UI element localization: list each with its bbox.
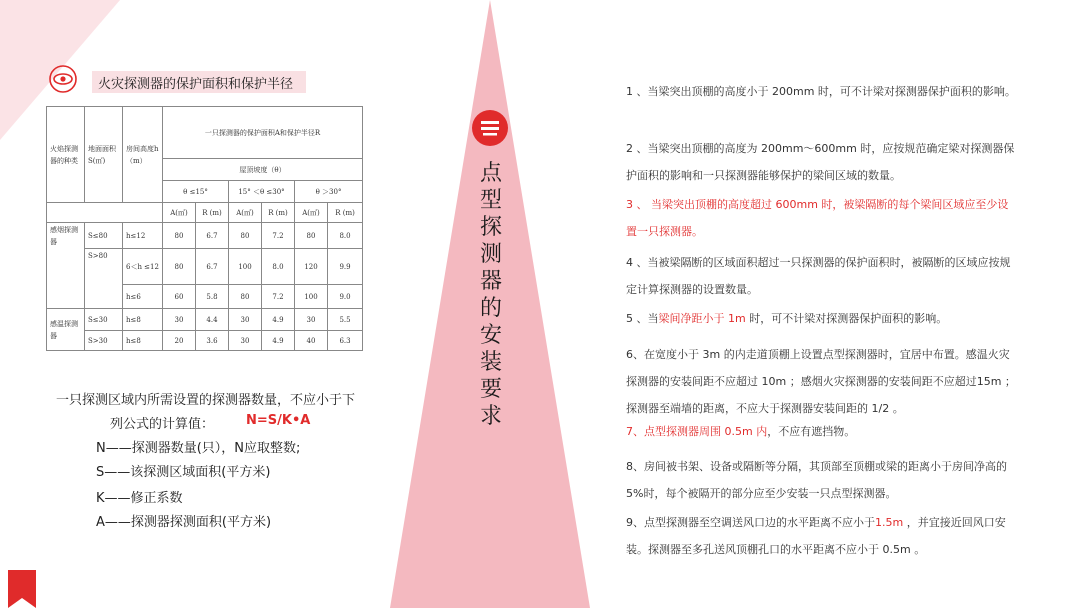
table-cell: 8.0 xyxy=(262,249,295,285)
requirement-7 xyxy=(626,418,1018,445)
header-height: 房间高度h（m） xyxy=(123,107,163,203)
section-title: 火灾探测器的保护面积和保护半径 xyxy=(98,77,294,92)
formula-def-s: S——该探测区域面积(平方米) xyxy=(96,465,271,480)
table-cell: 5.8 xyxy=(196,285,229,309)
requirement-7-highlight: 点型探测器周围 0.5m 内 xyxy=(644,425,768,438)
table-cell: 9.0 xyxy=(328,285,363,309)
table-cell: 4.9 xyxy=(262,331,295,351)
table-cell: 30 xyxy=(229,331,262,351)
requirement-1: 1 、当梁突出顶棚的高度小于 200mm 时，可不计梁对探测器保护面积的影响。 xyxy=(626,85,1016,98)
table-cell: 3.6 xyxy=(196,331,229,351)
requirement-5 xyxy=(626,305,1018,332)
table-cell: 20 xyxy=(163,331,196,351)
table-cell: 4.4 xyxy=(196,309,229,331)
requirement-2: 2 、当梁突出顶棚的高度为 200mm～600mm 时，应按规范确定梁对探测器保护面积的影响和一只探测器能够保护的梁间区域的数量。 xyxy=(626,142,1015,182)
table-cell: 6＜h ≤12 xyxy=(123,249,163,285)
heat-detector-label: 感温探测器 xyxy=(47,309,85,351)
table-cell: 6.7 xyxy=(196,223,229,249)
header-slope: 屋顶坡度（θ） xyxy=(163,159,363,181)
table-cell: 9.9 xyxy=(328,249,363,285)
table-cell: 30 xyxy=(163,309,196,331)
table-cell: 6.3 xyxy=(328,331,363,351)
requirement-9-text: 9、点型探测器至空调送风口边的水平距离不应小于 xyxy=(626,516,875,529)
bookmark-icon xyxy=(8,570,36,608)
table-cell: S>80 xyxy=(85,249,123,309)
table-cell: 100 xyxy=(229,249,262,285)
table-cell: 8.0 xyxy=(328,223,363,249)
table-cell: 6.7 xyxy=(196,249,229,285)
table-cell: 7.2 xyxy=(262,285,295,309)
header-slope-2: 15° ＜θ ≤30° xyxy=(229,181,295,203)
requirement-5-text: 时，可不计梁对探测器保护面积的影响。 xyxy=(745,312,948,325)
formula-def-a: A——探测器探测面积(平方米) xyxy=(96,515,272,530)
table-cell: 120 xyxy=(295,249,328,285)
table-cell: 80 xyxy=(295,223,328,249)
table-cell: S≤80 xyxy=(85,223,123,249)
header-unit: A(㎡) xyxy=(163,203,196,223)
table-cell: 80 xyxy=(229,223,262,249)
requirement-7-text: 7、 xyxy=(626,425,644,438)
requirement-9-text: ，并宜接近回风口安装。探测器至多孔送风顶棚孔口的水平距离不应小于 0.5m 。 xyxy=(626,516,1006,556)
formula-def-k: K——修正系数 xyxy=(96,491,183,506)
table-cell: 4.9 xyxy=(262,309,295,331)
table-cell: 80 xyxy=(163,223,196,249)
requirement-3: 3 、 当梁突出顶棚的高度超过 600mm 时，被梁隔断的每个梁间区域应至少设置一只探测器。 xyxy=(626,198,1009,238)
header-type: 火焰探测器的种类 xyxy=(47,107,85,203)
header-unit-spacer xyxy=(47,203,163,223)
formula-expression: N=S/K•A xyxy=(246,413,311,428)
header-area: 地面面积S(㎡) xyxy=(85,107,123,203)
table-cell: S≤30 xyxy=(85,309,123,331)
formula-intro: 一只探测区域内所需设置的探测器数量，不应小于下 xyxy=(56,393,356,408)
requirement-5-text: 5 、当 xyxy=(626,312,659,325)
requirement-6: 6、在宽度小于 3m 的内走道顶棚上设置点型探测器时，宜居中布置。感温火灾探测器的安装间距不应超过 10m ；感烟火灾探测器的安装间距不应超过15m ；探测器至端墙的距离，不应大于探测器安装间距的 1/2 。 xyxy=(626,348,1016,415)
center-vertical-title: 点型探测器的安装要求 xyxy=(479,161,502,429)
requirement-9-highlight: 1.5m xyxy=(875,516,904,529)
table-cell: 80 xyxy=(229,285,262,309)
eye-icon xyxy=(48,64,78,94)
requirement-4: 4 、当被梁隔断的区域面积超过一只探测器的保护面积时，被隔断的区域应按规定计算探测器的设置数量。 xyxy=(626,256,1011,296)
table-cell: h≤8 xyxy=(123,331,163,351)
requirement-7-text: ，不应有遮挡物。 xyxy=(767,425,856,438)
table-cell: S>30 xyxy=(85,331,123,351)
header-group: 一只探测器的保护面积A和保护半径R xyxy=(163,107,363,159)
formula-def-n: N——探测器数量(只），N应取整数; xyxy=(96,441,301,456)
requirement-5-highlight: 梁间净距小于 1m xyxy=(658,312,746,325)
table-cell: 80 xyxy=(163,249,196,285)
header-unit: R (m) xyxy=(196,203,229,223)
table-cell: 100 xyxy=(295,285,328,309)
header-unit: A(㎡) xyxy=(295,203,328,223)
table-cell: 7.2 xyxy=(262,223,295,249)
table-cell: h≤6 xyxy=(123,285,163,309)
protection-table xyxy=(46,106,362,350)
header-unit: R (m) xyxy=(328,203,363,223)
header-unit: A(㎡) xyxy=(229,203,262,223)
requirement-8: 8、房间被书架、设备或隔断等分隔，其顶部至顶棚或梁的距离小于房间净高的5%时，每个被隔开的部分应至少安装一只点型探测器。 xyxy=(626,460,1007,500)
requirement-9 xyxy=(626,509,1018,563)
table-cell: 60 xyxy=(163,285,196,309)
formula-intro-cont: 列公式的计算值： xyxy=(110,417,215,432)
smoke-detector-label: 感烟探测器 xyxy=(47,223,85,309)
alarm-icon xyxy=(472,110,508,146)
table-cell: 30 xyxy=(295,309,328,331)
table-cell: 5.5 xyxy=(328,309,363,331)
header-slope-1: θ ≤15° xyxy=(163,181,229,203)
header-unit: R (m) xyxy=(262,203,295,223)
table-cell: 40 xyxy=(295,331,328,351)
header-slope-3: θ ＞30° xyxy=(295,181,363,203)
table-cell: h≤12 xyxy=(123,223,163,249)
table-cell: 30 xyxy=(229,309,262,331)
table-cell: h≤8 xyxy=(123,309,163,331)
